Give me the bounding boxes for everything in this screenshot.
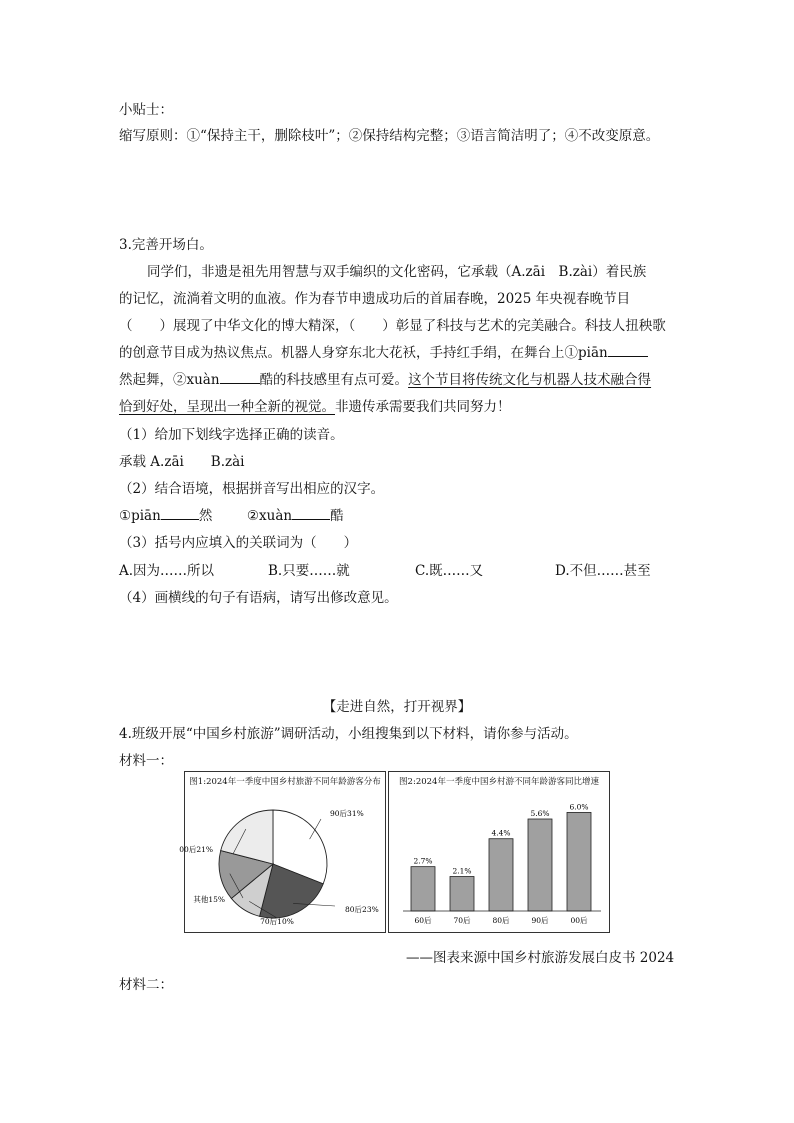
pie-label: 70后10% xyxy=(260,917,294,926)
q3-sub1-options: 承载 A.zāi B.zài xyxy=(119,454,245,470)
q3-paragraph-line6 xyxy=(119,395,511,415)
figure2-title: 图2:2024年一季度中国乡村游不同年龄游客同比增速 xyxy=(399,777,599,787)
bar-data-label: 4.4% xyxy=(491,828,511,838)
underlined-sentence-part1: 这个节目将传统文化与机器人技术融合得 xyxy=(408,372,652,388)
q3-heading: 3.完善开场白。 xyxy=(119,237,213,253)
sub2-pian-label: ①piān xyxy=(119,508,161,524)
bar-80后 xyxy=(489,839,513,911)
figure1-title: 图1:2024年一季度中国乡村旅游不同年龄游客分布 xyxy=(189,777,381,787)
q3-sub3-option-d: D.不但……甚至 xyxy=(555,563,651,579)
pie-chart-canvas xyxy=(179,772,385,932)
bar-00后 xyxy=(567,812,591,911)
q3-sub4: （4）画横线的句子有语病，请写出修改意见。 xyxy=(119,590,398,606)
bar-70后 xyxy=(450,877,474,912)
q3-paragraph-line4 xyxy=(119,341,648,361)
q3-sub3-option-b: B.只要……就 xyxy=(268,563,350,579)
q3-paragraph-line1: 同学们，非遗是祖先用智慧与双手编织的文化密码，它承载（A.zāi B.zài）着民族 xyxy=(147,264,647,280)
pie-label: 00后21% xyxy=(179,845,213,854)
q3-sub3: （3）括号内应填入的关联词为（ ） xyxy=(119,535,358,551)
tip-title: 小贴士： xyxy=(119,102,173,118)
sub2-xuan-label: ②xuàn xyxy=(246,508,293,524)
blank-xuan[interactable] xyxy=(220,371,260,384)
answer-blank-xuan[interactable] xyxy=(292,507,330,520)
q3-line5-text-a: 然起舞，②xuàn xyxy=(119,372,220,388)
q3-sub1: （1）给加下划线字选择正确的读音。 xyxy=(119,427,344,443)
q4-material2-label: 材料二： xyxy=(119,977,173,993)
bar-category-label: 60后 xyxy=(414,916,432,925)
bar-data-label: 6.0% xyxy=(569,802,589,812)
bar-data-label: 2.7% xyxy=(413,856,433,866)
q3-sub2: （2）结合语境，根据拼音写出相应的汉字。 xyxy=(119,481,385,497)
bar-category-label: 90后 xyxy=(531,916,549,925)
pie-label: 80后23% xyxy=(345,905,379,914)
q3-line4-text: 的创意节目成为热议焦点。机器人身穿东北大花袄，手持红手绢，在舞台上①piān xyxy=(119,345,608,361)
pie-label: 90后31% xyxy=(330,809,364,818)
bar-90后 xyxy=(528,819,552,911)
q3-paragraph-line2: 的记忆，流淌着文明的血液。作为春节申遗成功后的首届春晚，2025 年央视春晚节目 xyxy=(119,291,631,307)
bar-data-label: 2.1% xyxy=(452,866,472,876)
q4-heading: 4.班级开展“中国乡村旅游”调研活动，小组搜集到以下材料，请你参与活动。 xyxy=(119,726,578,742)
q3-sub2-answers xyxy=(119,504,344,524)
pie-label: 其他15% xyxy=(193,895,225,904)
blank-pian[interactable] xyxy=(608,344,648,357)
tip-principles: 缩写原则：①“保持主干，删除枝叶”；②保持结构完整；③语言简洁明了；④不改变原意。 xyxy=(119,128,660,144)
q4-material1-label: 材料一： xyxy=(119,753,173,769)
bar-category-label: 70后 xyxy=(453,916,471,925)
figure1-pie-chart xyxy=(179,771,386,933)
answer-blank-pian[interactable] xyxy=(161,507,199,520)
bar-chart-canvas xyxy=(389,772,609,932)
q3-paragraph-line5 xyxy=(119,368,651,388)
q3-sub3-option-a: A.因为……所以 xyxy=(119,563,215,579)
bar-category-label: 00后 xyxy=(570,916,588,925)
q3-line5-text-b: 酷的科技感里有点可爱。 xyxy=(259,372,409,388)
q3-sub3-option-c: C.既……又 xyxy=(415,563,484,579)
section-title: 【走进自然，打开视界】 xyxy=(322,699,472,715)
figure2-bar-chart xyxy=(388,771,610,933)
underlined-sentence-part2: 恰到好处，呈现出一种全新的视觉。 xyxy=(119,399,335,415)
bar-60后 xyxy=(411,867,435,911)
q3-paragraph-line3: （ ）展现了中华文化的博大精深，（ ）彰显了科技与艺术的完美融合。科技人扭秧歌 xyxy=(119,318,666,334)
bar-category-label: 80后 xyxy=(492,916,510,925)
q3-line6-text: 非遗传承需要我们共同努力！ xyxy=(335,399,511,415)
bar-data-label: 5.6% xyxy=(530,809,550,818)
sub2-pian-tail: 然 xyxy=(198,508,213,524)
chart-source: ——图表来源中国乡村旅游发展白皮书 2024 xyxy=(406,950,675,966)
sub2-xuan-tail: 酷 xyxy=(330,508,344,524)
